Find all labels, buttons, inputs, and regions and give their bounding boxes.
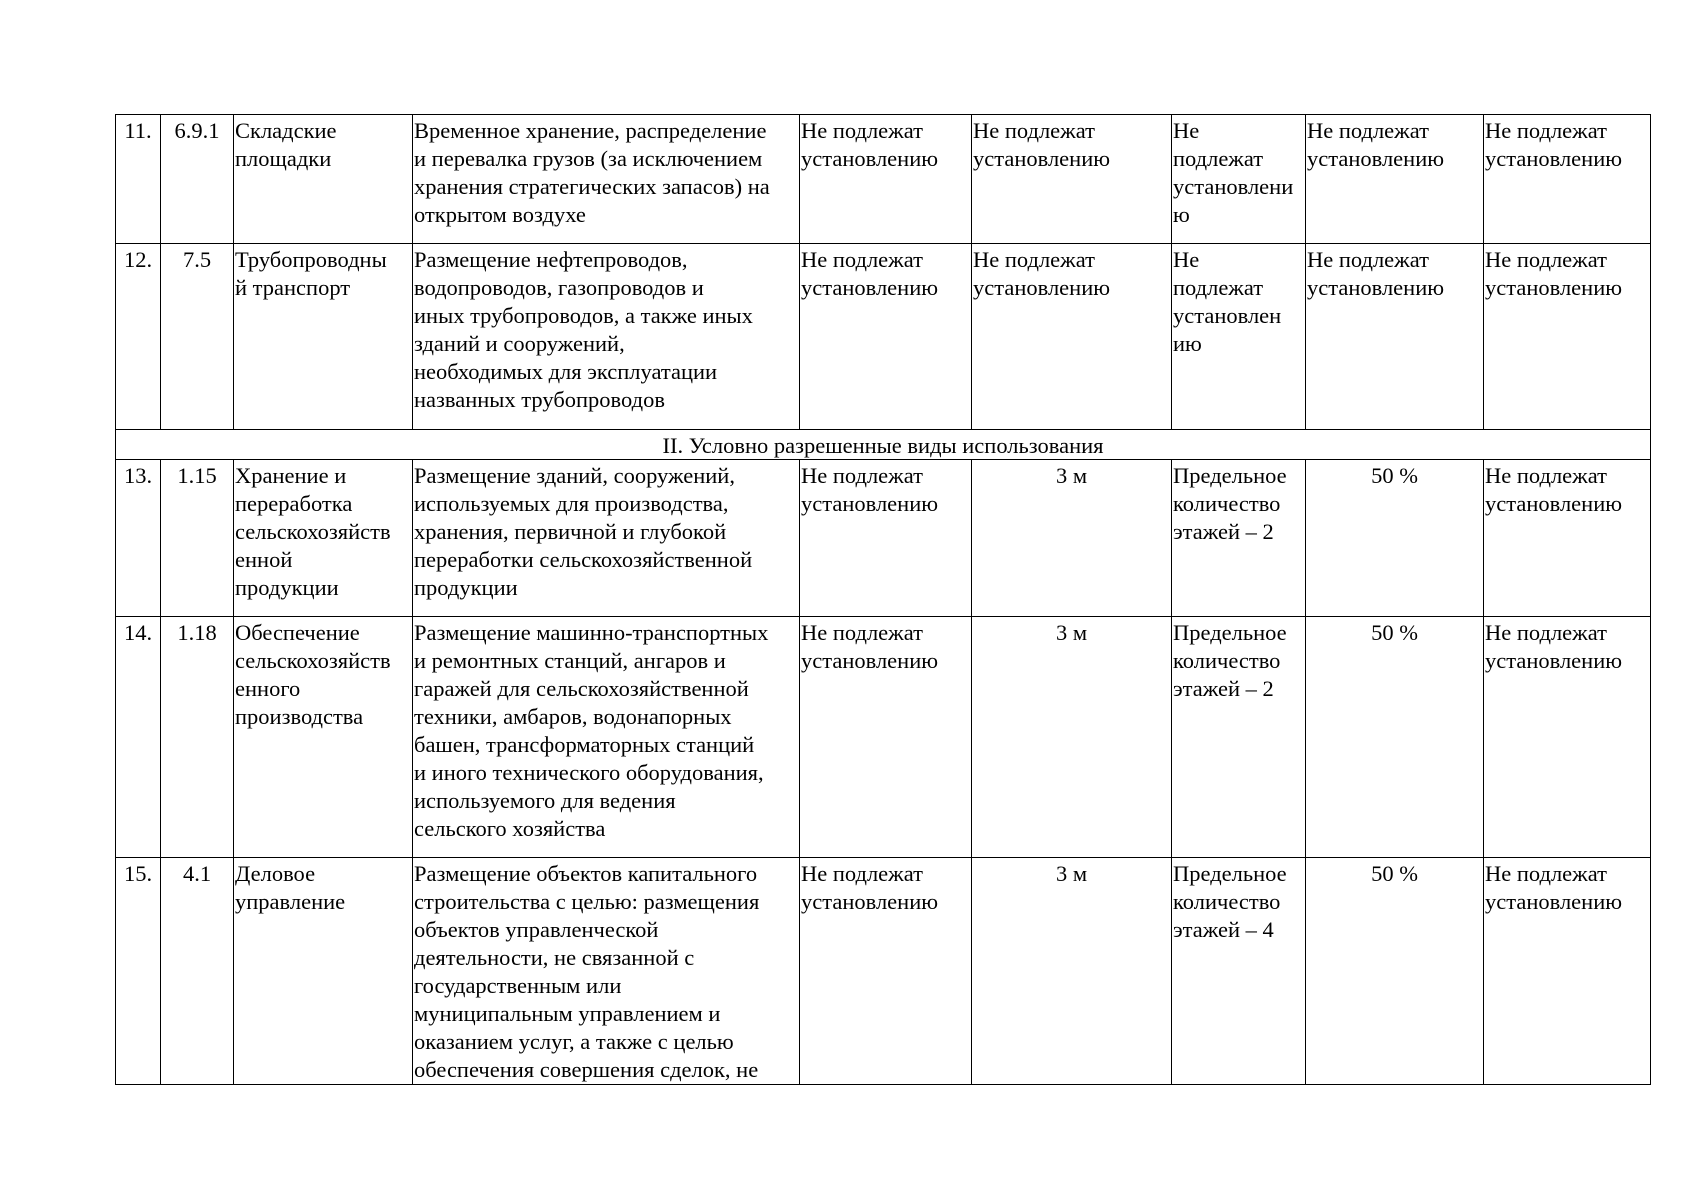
table-row	[116, 460, 1651, 617]
use-code: 7.5	[161, 244, 234, 430]
use-description: Размещение объектов капитального строительства с целью: размещения объектов управленческой деятельности, не связанной с государственным или муниципальным управлением и оказанием услуг, а также с целью обеспечения совершения сделок, не	[413, 858, 800, 1085]
use-name: Хранение и переработка сельскохозяйств енной продукции	[234, 460, 413, 617]
param-cell: 50 %	[1306, 617, 1484, 858]
row-number: 11.	[116, 115, 161, 244]
table-row	[116, 858, 1651, 1085]
param-cell: Не подлежат установлению	[1306, 115, 1484, 244]
use-code: 4.1	[161, 858, 234, 1085]
use-code: 1.18	[161, 617, 234, 858]
param-cell: Не подлежат установлени ю	[1172, 115, 1306, 244]
section-row	[116, 430, 1651, 460]
param-cell: Не подлежат установлению	[972, 244, 1172, 430]
param-cell: Не подлежат установлен ию	[1172, 244, 1306, 430]
use-description: Размещение машинно-транспортных и ремонтных станций, ангаров и гаражей для сельскохозяйственной техники, амбаров, водонапорных башен, трансформаторных станций и иного технического оборудования, используемого для ведения сельского хозяйства	[413, 617, 800, 858]
use-description: Временное хранение, распределение и перевалка грузов (за исключением хранения стратегических запасов) на открытом воздухе	[413, 115, 800, 244]
param-cell: Не подлежат установлению	[800, 244, 972, 430]
row-number: 12.	[116, 244, 161, 430]
param-cell: Предельное количество этажей – 4	[1172, 858, 1306, 1085]
param-cell: 3 м	[972, 617, 1172, 858]
use-description: Размещение зданий, сооружений, используемых для производства, хранения, первичной и глубокой переработки сельскохозяйственной продукции	[413, 460, 800, 617]
table-row	[116, 244, 1651, 430]
section-title: II. Условно разрешенные виды использования	[116, 430, 1651, 460]
document-page	[115, 114, 1650, 1085]
row-number: 14.	[116, 617, 161, 858]
use-name: Деловое управление	[234, 858, 413, 1085]
param-cell: Не подлежат установлению	[1484, 858, 1651, 1085]
param-cell: Не подлежат установлению	[800, 460, 972, 617]
param-cell: 50 %	[1306, 858, 1484, 1085]
zoning-regulations-table	[115, 114, 1651, 1085]
row-number: 15.	[116, 858, 161, 1085]
param-cell: Не подлежат установлению	[1484, 460, 1651, 617]
param-cell: Не подлежат установлению	[1484, 244, 1651, 430]
param-cell: Не подлежат установлению	[800, 115, 972, 244]
use-code: 1.15	[161, 460, 234, 617]
param-cell: Не подлежат установлению	[1484, 617, 1651, 858]
param-cell: Не подлежат установлению	[1484, 115, 1651, 244]
param-cell: Не подлежат установлению	[800, 617, 972, 858]
use-code: 6.9.1	[161, 115, 234, 244]
param-cell: 3 м	[972, 460, 1172, 617]
param-cell: Предельное количество этажей – 2	[1172, 460, 1306, 617]
row-number: 13.	[116, 460, 161, 617]
param-cell: Не подлежат установлению	[972, 115, 1172, 244]
param-cell: 3 м	[972, 858, 1172, 1085]
table-row	[116, 617, 1651, 858]
param-cell: Предельное количество этажей – 2	[1172, 617, 1306, 858]
use-name: Складские площадки	[234, 115, 413, 244]
table-row	[116, 115, 1651, 244]
param-cell: Не подлежат установлению	[1306, 244, 1484, 430]
use-name: Обеспечение сельскохозяйств енного производства	[234, 617, 413, 858]
param-cell: Не подлежат установлению	[800, 858, 972, 1085]
use-name: Трубопроводны й транспорт	[234, 244, 413, 430]
param-cell: 50 %	[1306, 460, 1484, 617]
use-description: Размещение нефтепроводов, водопроводов, газопроводов и иных трубопроводов, а также иных зданий и сооружений, необходимых для эксплуатации названных трубопроводов	[413, 244, 800, 430]
